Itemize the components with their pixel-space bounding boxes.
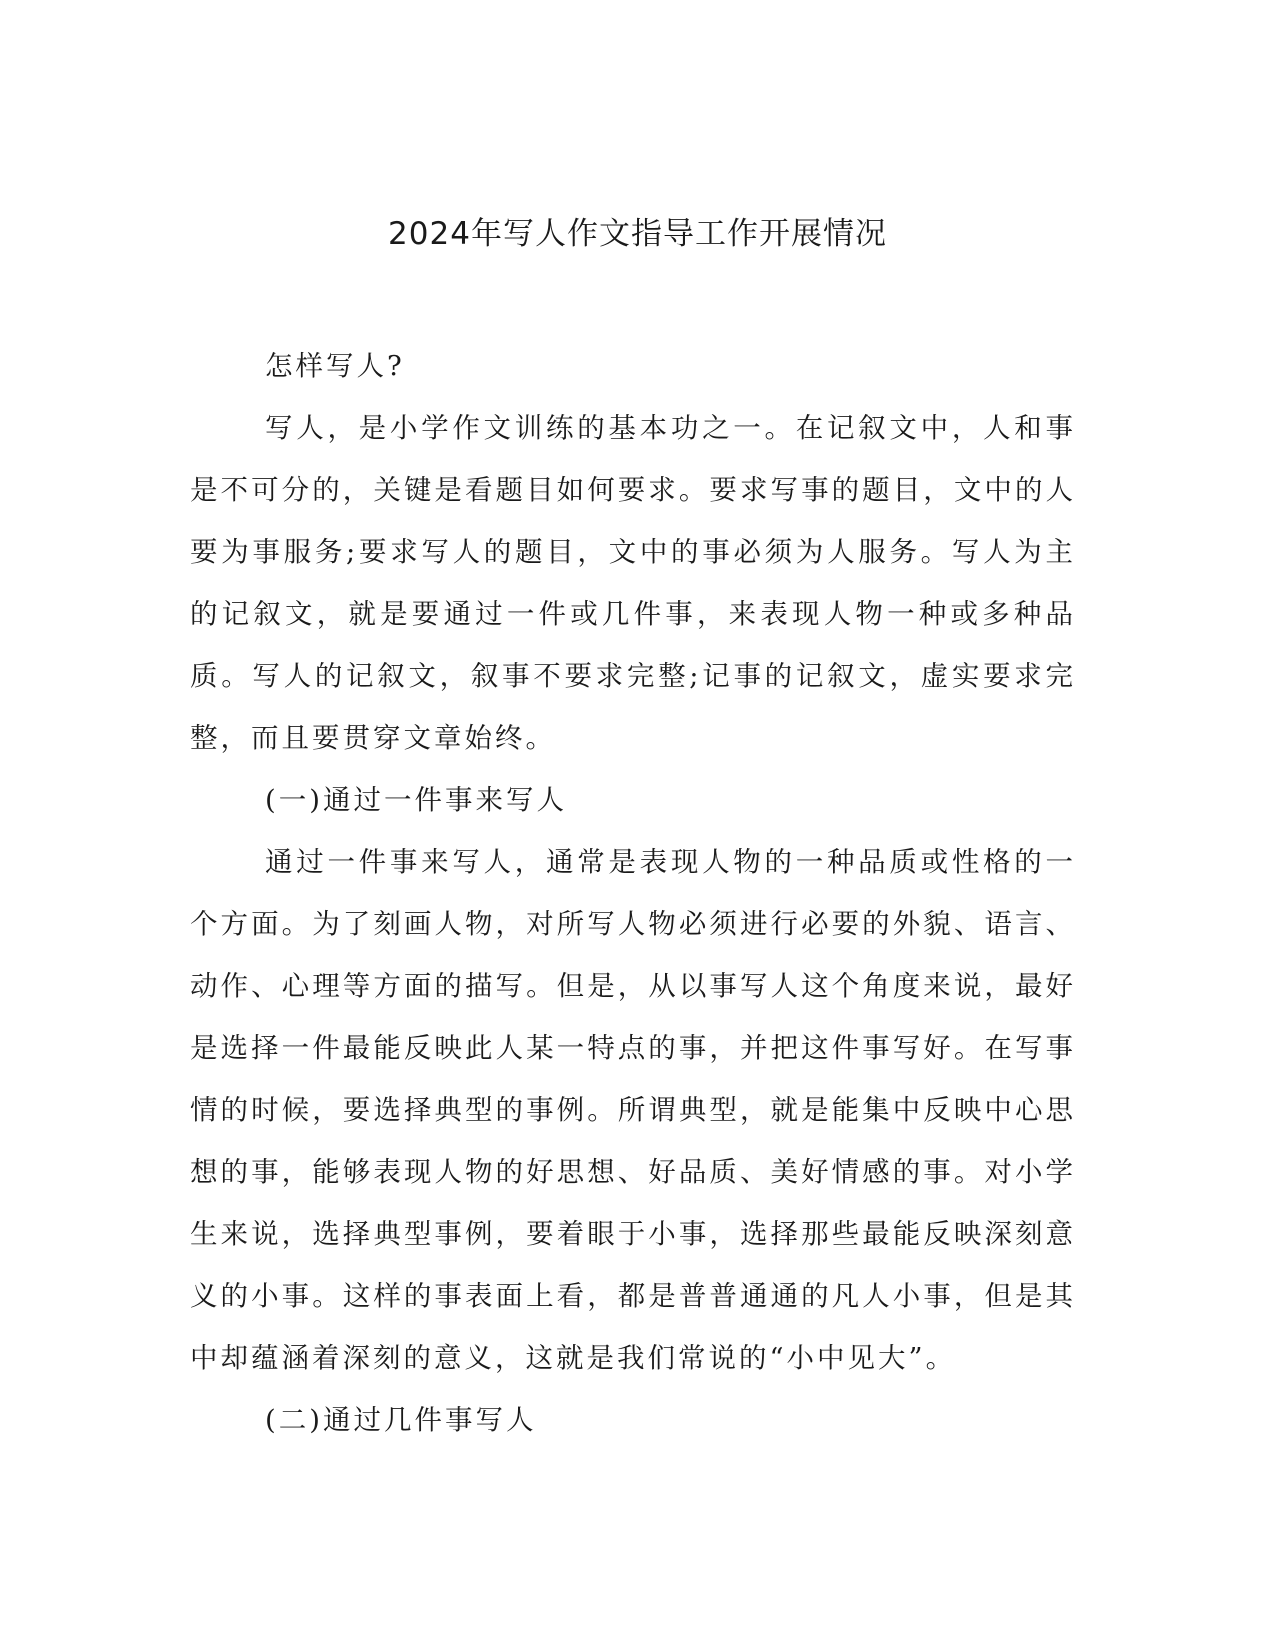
document-body: [190, 335, 1076, 1451]
paragraph-question: 怎样写人?: [265, 350, 405, 382]
section-heading-one: (一)通过一件事来写人: [265, 784, 567, 816]
paragraph-section-one: 通过一件事来写人，通常是表现人物的一种品质或性格的一个方面。为了刻画人物，对所写人物必须进行必要的外貌、语言、动作、心理等方面的描写。但是，从以事写人这个角度来说，最好是选择一件最能反映此人某一特点的事，并把这件事写好。在写事情的时候，要选择典型的事例。所谓典型，就是能集中反映中心思想的事，能够表现人物的好思想、好品质、美好情感的事。对小学生来说，选择典型事例，要着眼于小事，选择那些最能反映深刻意义的小事。这样的事表面上看，都是普普通通的凡人小事，但是其中却蕴涵着深刻的意义，这就是我们常说的“小中见大”。: [190, 846, 1076, 1374]
document-title: 2024年写人作文指导工作开展情况: [388, 216, 887, 252]
paragraph-intro: 写人，是小学作文训练的基本功之一。在记叙文中，人和事是不可分的，关键是看题目如何要求。要求写事的题目，文中的人要为事服务;要求写人的题目，文中的事必须为人服务。写人为主的记叙文，就是要通过一件或几件事，来表现人物一种或多种品质。写人的记叙文，叙事不要求完整;记事的记叙文，虚实要求完整，而且要贯穿文章始终。: [190, 412, 1076, 754]
section-heading-two: (二)通过几件事写人: [265, 1404, 537, 1436]
